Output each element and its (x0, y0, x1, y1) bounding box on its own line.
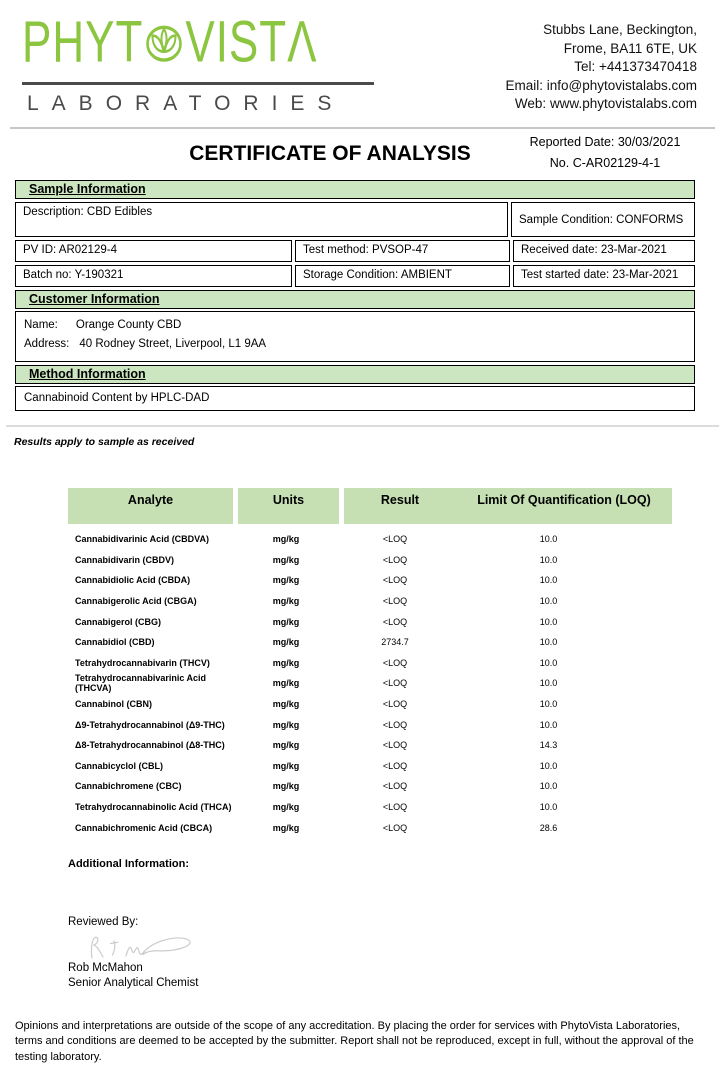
leaf-circle-icon (144, 23, 184, 64)
brand-logo (22, 10, 374, 116)
section-header-method (15, 365, 695, 384)
result-cell: <LOQ (382, 678, 408, 689)
loq-cell: 10.0 (539, 575, 558, 586)
section-divider (6, 425, 719, 427)
reported-date: Reported Date: 30/03/2021 (529, 135, 681, 149)
units-cell: mg/kg (272, 719, 300, 730)
column-header-result: Result (380, 493, 420, 507)
additional-information-label: Additional Information: (68, 857, 189, 870)
signature-image (86, 930, 201, 962)
contact-line: Web: www.phytovistalabs.com (514, 96, 697, 111)
units-cell: mg/kg (272, 637, 300, 648)
analyte-cell: Tetrahydrocannabivarinic Acid (THCVA) (75, 673, 207, 694)
units-cell: mg/kg (272, 657, 300, 668)
results-body (68, 529, 672, 838)
loq-cell: 10.0 (539, 534, 558, 545)
table-row (68, 797, 672, 818)
loq-cell: 10.0 (539, 802, 558, 813)
contact-block (505, 14, 697, 116)
analyte-cell: Cannabichromenic Acid (CBCA) (75, 822, 213, 833)
table-row (68, 591, 672, 612)
analyte-cell: Cannabigerolic Acid (CBGA) (75, 596, 197, 607)
report-meta (505, 132, 705, 174)
table-row (68, 673, 672, 694)
analyte-cell: Tetrahydrocannabivarin (THCV) (75, 657, 210, 668)
result-cell: <LOQ (382, 534, 408, 545)
result-cell: <LOQ (382, 719, 408, 730)
loq-cell: 10.0 (539, 657, 558, 668)
units-cell: mg/kg (272, 554, 300, 565)
brand-subtitle: LABORATORIES (22, 82, 374, 116)
reviewer-title: Senior Analytical Chemist (68, 976, 199, 989)
loq-cell: 10.0 (539, 596, 558, 607)
method-cell: Cannabinoid Content by HPLC-DAD (15, 386, 695, 411)
result-cell: <LOQ (382, 554, 408, 565)
analyte-cell: Cannabidiolic Acid (CBDA) (75, 575, 191, 586)
batch-no-cell: Batch no: Y-190321 (15, 265, 292, 287)
loq-cell: 10.0 (539, 678, 558, 689)
loq-cell: 10.0 (539, 699, 558, 710)
loq-cell: 10.0 (539, 616, 558, 627)
received-date-cell: Received date: 23-Mar-2021 (513, 240, 695, 262)
storage-condition-cell: Storage Condition: AMBIENT (295, 265, 510, 287)
contact-line: Frome, BA11 6TE, UK (563, 40, 697, 56)
info-sections (15, 180, 695, 411)
result-cell: 2734.7 (381, 637, 409, 648)
section-title: Customer Information (29, 292, 160, 306)
section-title: Method Information (29, 367, 146, 381)
units-cell: mg/kg (272, 740, 300, 751)
customer-name-row (24, 317, 686, 334)
description-cell: Description: CBD Edibles (15, 202, 508, 237)
result-cell: <LOQ (382, 699, 408, 710)
report-number: No. C-AR02129-4-1 (549, 156, 661, 170)
analyte-cell: Tetrahydrocannabinolic Acid (THCA) (75, 802, 232, 813)
units-cell: mg/kg (272, 534, 300, 545)
section-title: Sample Information (29, 182, 146, 196)
customer-address-row (24, 336, 686, 353)
pv-id-cell: PV ID: AR02129-4 (15, 240, 292, 262)
customer-name-value: Orange County CBD (75, 319, 182, 331)
table-row (68, 756, 672, 777)
units-cell: mg/kg (272, 760, 300, 771)
result-cell: <LOQ (382, 740, 408, 751)
analyte-cell: Δ8-Tetrahydrocannabinol (Δ8-THC) (75, 740, 225, 751)
test-method-cell: Test method: PVSOP-47 (295, 240, 510, 262)
title-row (0, 129, 725, 177)
customer-box (15, 311, 695, 362)
loq-cell: 10.0 (539, 554, 558, 565)
brand-wordmark-post: VISTΛ (185, 10, 318, 75)
sample-row-3 (15, 265, 695, 287)
analyte-cell: Cannabidivarin (CBDV) (75, 554, 175, 565)
analyte-cell: Cannabichromene (CBC) (75, 781, 182, 792)
units-cell: mg/kg (272, 616, 300, 627)
units-cell: mg/kg (272, 802, 300, 813)
table-row (68, 735, 672, 756)
loq-cell: 10.0 (539, 781, 558, 792)
analyte-cell: Cannabidivarinic Acid (CBDVA) (75, 534, 210, 545)
loq-cell: 28.6 (539, 822, 558, 833)
analyte-cell: Cannabidiol (CBD) (75, 637, 155, 648)
table-row (68, 694, 672, 715)
analyte-cell: Cannabigerol (CBG) (75, 616, 162, 627)
results-table (68, 488, 672, 838)
table-row (68, 550, 672, 571)
result-cell: <LOQ (382, 596, 408, 607)
result-cell: <LOQ (382, 802, 408, 813)
section-header-sample (15, 180, 695, 199)
results-note: Results apply to sample as received (14, 436, 195, 448)
result-cell: <LOQ (382, 575, 408, 586)
results-header-row (68, 488, 672, 524)
units-cell: mg/kg (272, 699, 300, 710)
column-header-units: Units (238, 488, 339, 524)
table-row (68, 611, 672, 632)
certificate-title: CERTIFICATE OF ANALYSIS (189, 142, 471, 165)
units-cell: mg/kg (272, 822, 300, 833)
result-cell: <LOQ (382, 657, 408, 668)
column-header-analyte: Analyte (68, 488, 233, 524)
sample-row-1 (15, 202, 695, 237)
loq-cell: 14.3 (539, 740, 558, 751)
loq-cell: 10.0 (539, 760, 558, 771)
table-row (68, 817, 672, 838)
page-header (0, 0, 725, 116)
disclaimer-text: Opinions and interpretations are outside of the scope of any accreditation. By placing the order for services with PhytoVista Laboratories, terms and conditions are deemed to be accepted by the submitter. Report shall not be reproduced, except in full, without the approval of the testing laboratory. (15, 1019, 694, 1063)
brand-wordmark-pre: PHYT (22, 10, 144, 75)
column-header-group (344, 488, 672, 524)
result-cell: <LOQ (382, 616, 408, 627)
table-row (68, 776, 672, 797)
contact-line: Tel: +441373470418 (574, 59, 697, 74)
units-cell: mg/kg (272, 781, 300, 792)
result-cell: <LOQ (382, 822, 408, 833)
result-cell: <LOQ (382, 781, 408, 792)
reviewed-by-label: Reviewed By: (68, 915, 139, 928)
test-started-cell: Test started date: 23-Mar-2021 (513, 265, 695, 287)
customer-address-value: 40 Rodney Street, Liverpool, L1 9AA (79, 338, 267, 350)
reviewer-name: Rob McMahon (68, 961, 143, 974)
table-row (68, 529, 672, 550)
units-cell: mg/kg (272, 575, 300, 586)
table-row (68, 653, 672, 674)
sample-row-2 (15, 240, 695, 262)
analyte-cell: Δ9-Tetrahydrocannabinol (Δ9-THC) (75, 719, 225, 730)
column-header-loq: Limit Of Quantification (LOQ) (477, 493, 651, 507)
analyte-cell: Cannabicyclol (CBL) (75, 760, 164, 771)
customer-name-label: Name: (24, 319, 58, 331)
table-row (68, 714, 672, 735)
customer-address-label: Address: (24, 338, 70, 350)
loq-cell: 10.0 (539, 719, 558, 730)
sample-condition-cell: Sample Condition: CONFORMS (511, 202, 695, 237)
section-header-customer (15, 290, 695, 309)
result-cell: <LOQ (382, 760, 408, 771)
contact-line: Stubbs Lane, Beckington, (543, 22, 697, 37)
brand-wordmark (22, 10, 374, 75)
table-row (68, 570, 672, 591)
contact-line: Email: info@phytovistalabs.com (505, 77, 697, 93)
loq-cell: 10.0 (539, 637, 558, 648)
units-cell: mg/kg (272, 596, 300, 607)
table-row (68, 632, 672, 653)
analyte-cell: Cannabinol (CBN) (75, 699, 152, 710)
units-cell: mg/kg (272, 678, 300, 689)
